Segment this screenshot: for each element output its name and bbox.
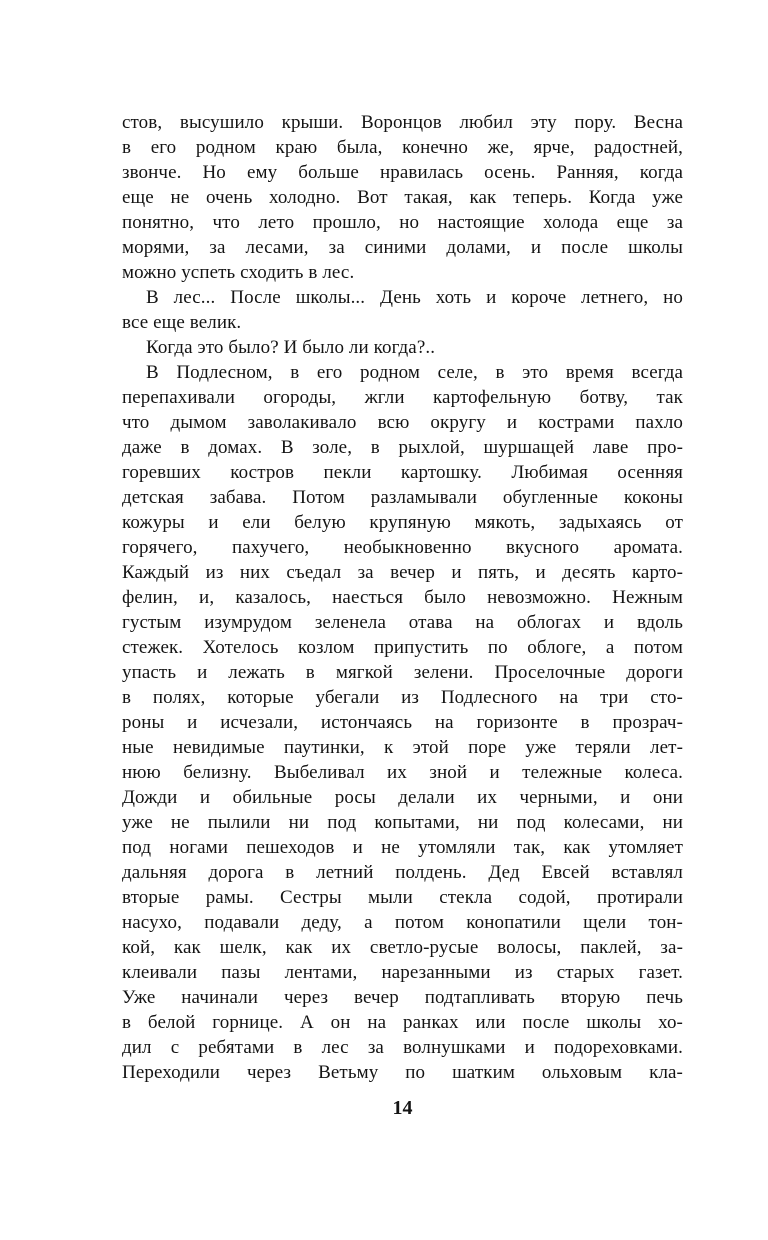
text-line: кой, как шелк, как их светло-русые волосы, паклей, за-: [122, 937, 683, 958]
text-line: дальняя дорога в летний полдень. Дед Евсей вставлял: [122, 862, 683, 883]
text-line: роны и исчезали, истончаясь на горизонте в прозрач-: [122, 712, 683, 733]
text-line: звонче. Но ему больше нравилась осень. Ранняя, когда: [122, 162, 683, 183]
text-line: клеивали пазы лентами, нарезанными из старых газет.: [122, 962, 683, 983]
text-line: В лес... После школы... День хоть и короче летнего, но: [146, 287, 683, 308]
text-line: дил с ребятами в лес за волнушками и подореховками.: [122, 1037, 683, 1058]
text-line: фелин, и, казалось, наесться было невозможно. Нежным: [122, 587, 683, 608]
text-line: Уже начинали через вечер подтапливать вторую печь: [122, 987, 683, 1008]
text-line: в полях, которые убегали из Подлесного на три сто-: [122, 687, 683, 708]
text-line: ные невидимые паутинки, к этой поре уже теряли лет-: [122, 737, 683, 758]
text-line: густым изумрудом зеленела отава на облогах и вдоль: [122, 612, 683, 633]
text-line: упасть и лежать в мягкой зелени. Проселочные дороги: [122, 662, 683, 683]
page-number: 14: [392, 1097, 413, 1119]
text-line: стежек. Хотелось козлом припустить по облоге, а потом: [122, 637, 683, 658]
text-line: понятно, что лето прошло, но настоящие холода еще за: [122, 212, 683, 233]
text-line: нюю белизну. Выбеливал их зной и тележные колеса.: [122, 762, 683, 783]
text-line: Дожди и обильные росы делали их черными, и они: [122, 787, 683, 808]
text-line: в белой горнице. А он на ранках или после школы хо-: [122, 1012, 683, 1033]
text-line: даже в домах. В золе, в рыхлой, шуршащей лаве про-: [122, 437, 683, 458]
text-line: в его родном краю была, конечно же, ярче, радостней,: [122, 137, 683, 158]
text-line: детская забава. Потом разламывали обугленные коконы: [122, 487, 683, 508]
text-line: насухо, подавали деду, а потом конопатили щели тон-: [122, 912, 683, 933]
text-line: Когда это было? И было ли когда?..: [146, 337, 436, 358]
text-line: что дымом заволакивало всю округу и кострами пахло: [122, 412, 683, 433]
text-line: под ногами пешеходов и не утомляли так, как утомляет: [122, 837, 683, 858]
text-line: морями, за лесами, за синими долами, и после школы: [122, 237, 683, 258]
text-line: кожуры и ели белую крупяную мякоть, задыхаясь от: [122, 512, 683, 533]
text-line: вторые рамы. Сестры мыли стекла содой, протирали: [122, 887, 683, 908]
text-line: горевших костров пекли картошку. Любимая осенняя: [122, 462, 683, 483]
text-line: стов, высушило крыши. Воронцов любил эту пору. Весна: [122, 112, 683, 133]
text-line: еще не очень холодно. Вот такая, как теперь. Когда уже: [122, 187, 683, 208]
page-text-block: [122, 110, 683, 1085]
text-line: Каждый из них съедал за вечер и пять, и десять карто-: [122, 562, 683, 583]
text-line: перепахивали огороды, жгли картофельную ботву, так: [122, 387, 683, 408]
text-line: можно успеть сходить в лес.: [122, 262, 355, 283]
text-line: горячего, пахучего, необыкновенно вкусного аромата.: [122, 537, 683, 558]
text-line: Переходили через Ветьму по шатким ольховым кла-: [122, 1062, 683, 1083]
text-line: В Подлесном, в его родном селе, в это время всегда: [146, 362, 683, 383]
text-line: все еще велик.: [122, 312, 242, 333]
text-line: уже не пылили ни под копытами, ни под колесами, ни: [122, 812, 683, 833]
